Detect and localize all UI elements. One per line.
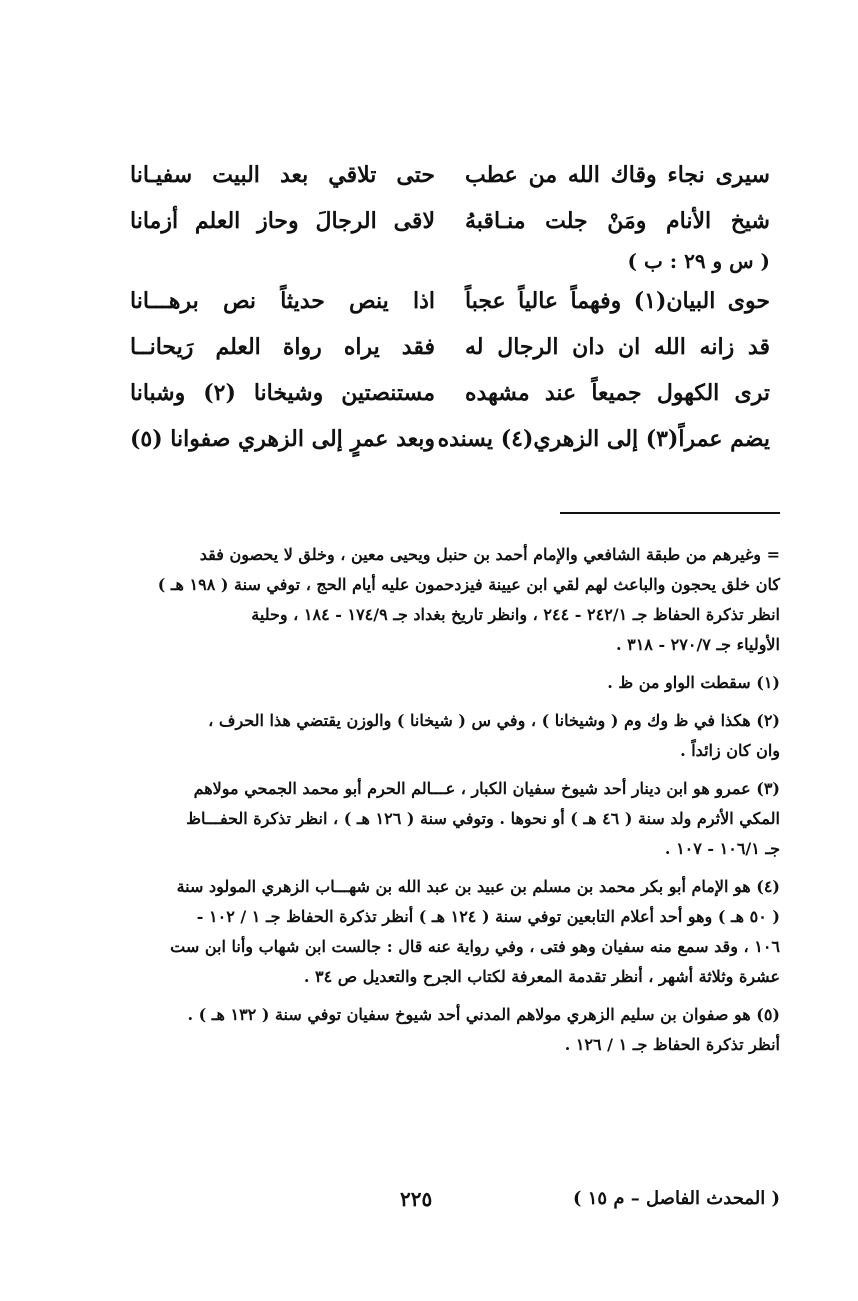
footnote-line: (٣) عمرو هو ابن دينار أحد شيوخ سفيان الكبار ، عـــالم الحرم أبو محمد الجمحي مولاهم (193, 779, 780, 798)
verse-first-hemistich: حوى البيان(١) وفهماً عالياً عجباً (465, 288, 770, 314)
footnote-2 (100, 706, 780, 766)
footnote-line: عشرة وثلاثة أشهر ، أنظر تقدمة المعرفة لكتاب الجرح والتعديل ص ٣٤ . (303, 967, 780, 986)
footnote-line: ( ٥٠ هـ ) وهو أحد أعلام التابعين توفي سنة ( ١٢٤ هـ ) أنظر تذكرة الحفاظ جـ ١ / ١٠٢ - (196, 907, 780, 926)
footnote-3 (100, 774, 780, 864)
footnote-line: (٤) هو الإمام أبو بكر محمد بن مسلم بن عبيد بن عبد الله بن شهـــاب الزهري المولود سنة (176, 877, 780, 896)
poem-verse (130, 152, 770, 198)
footnote-line: (٥) هو صفوان بن سليم الزهري مولاهم المدني أحد شيوخ سفيان توفي سنة ( ١٣٢ هـ ) . (187, 1005, 780, 1024)
footnote-separator (560, 512, 780, 514)
footnote-line: الأولياء جـ ٢٧٠/٧ - ٣١٨ . (615, 635, 780, 654)
footnote-line: ١٠٦ ، وقد سمع منه سفيان وهو فتى ، وفي رواية عنه قال : جالست ابن شهاب وأنا ابن ست (170, 937, 780, 956)
poem-verse (130, 370, 770, 416)
footnote-line: = وغيرهم من طبقة الشافعي والإمام أحمد بن حنبل ويحيى معين ، وخلق لا يحصون فقد (199, 545, 780, 564)
verse-first-hemistich: يضم عمراً(٣) إلى الزهري(٤) يسنده (437, 426, 770, 452)
verse-second-hemistich: فقد يراه رواة العلم رَيحانــا (130, 334, 435, 360)
book-signature: ( المحدث الفاصل – م ١٥ ) (572, 1188, 780, 1209)
footnote-1 (100, 668, 780, 698)
page-footer (100, 1182, 780, 1216)
verse-second-hemistich: اذا ينص حديثاً نص برهـــانا (130, 288, 435, 314)
footnotes (100, 540, 780, 1068)
poem-verse (130, 416, 770, 462)
footnote-line: جـ ١٠٦/١ - ١٠٧ . (664, 839, 780, 858)
verse-first-hemistich: سيرى نجاء وقاك الله من عطب (465, 162, 770, 188)
footnote-line: المكي الأثرم ولد سنة ( ٤٦ هـ ) أو نحوها . وتوفي سنة ( ١٢٦ هـ ) ، انظر تذكرة الحفـــاظ (186, 809, 780, 828)
verse-second-hemistich: وبعد عمرٍ إلى الزهري صفوانا (٥) (129, 426, 435, 452)
footnote-line: انظر تذكرة الحفاظ جـ ٢٤٢/١ - ٢٤٤ ، وانظر تاريخ بغداد جـ ١٧٤/٩ - ١٨٤ ، وحلية (251, 605, 780, 624)
verse-first-hemistich: ترى الكهول جميعاً عند مشهده (465, 380, 770, 406)
footnote-line: وان كان زائداً . (680, 741, 780, 760)
footnote-5 (100, 1000, 780, 1060)
verse-first-hemistich: قد زانه الله ان دان الرجال له (465, 334, 770, 360)
poem-block (130, 152, 770, 462)
verse-second-hemistich: مستنصتين وشيخانا (٢) وشبانا (130, 380, 435, 406)
footnote-line: كان خلق يحجون والباعث لهم لقي ابن عيينة فيزدحمون عليه أيام الحج ، توفي سنة ( ١٩٨ هـ ) (157, 575, 780, 594)
manuscript-reference: ( س و ٢٩ : ب ) (627, 249, 770, 273)
footnote-4 (100, 872, 780, 992)
footnote-continuation (100, 540, 780, 660)
poem-verse (130, 278, 770, 324)
verse-second-hemistich: حتى تلاقي بعد البيت سفيـانا (130, 162, 435, 188)
poem-verse (130, 324, 770, 370)
footnote-line: (٢) هكذا في ظ وك وم ( وشيخانا ) ، وفي س ( شيخانا ) والوزن يقتضي هذا الحرف ، (208, 711, 780, 730)
poem-verse (130, 198, 770, 244)
footnote-line: (١) سقطت الواو من ظ . (607, 673, 780, 692)
page-number: ٢٢٥ (400, 1187, 433, 1211)
verse-second-hemistich: لاقى الرجالَ وحاز العلم أزمانا (130, 208, 435, 234)
footnote-line: أنظر تذكرة الحفاظ جـ ١ / ١٢٦ . (564, 1035, 780, 1054)
verse-first-hemistich: شيخ الأنام ومَنْ جلت منـاقبهُ (465, 208, 770, 234)
